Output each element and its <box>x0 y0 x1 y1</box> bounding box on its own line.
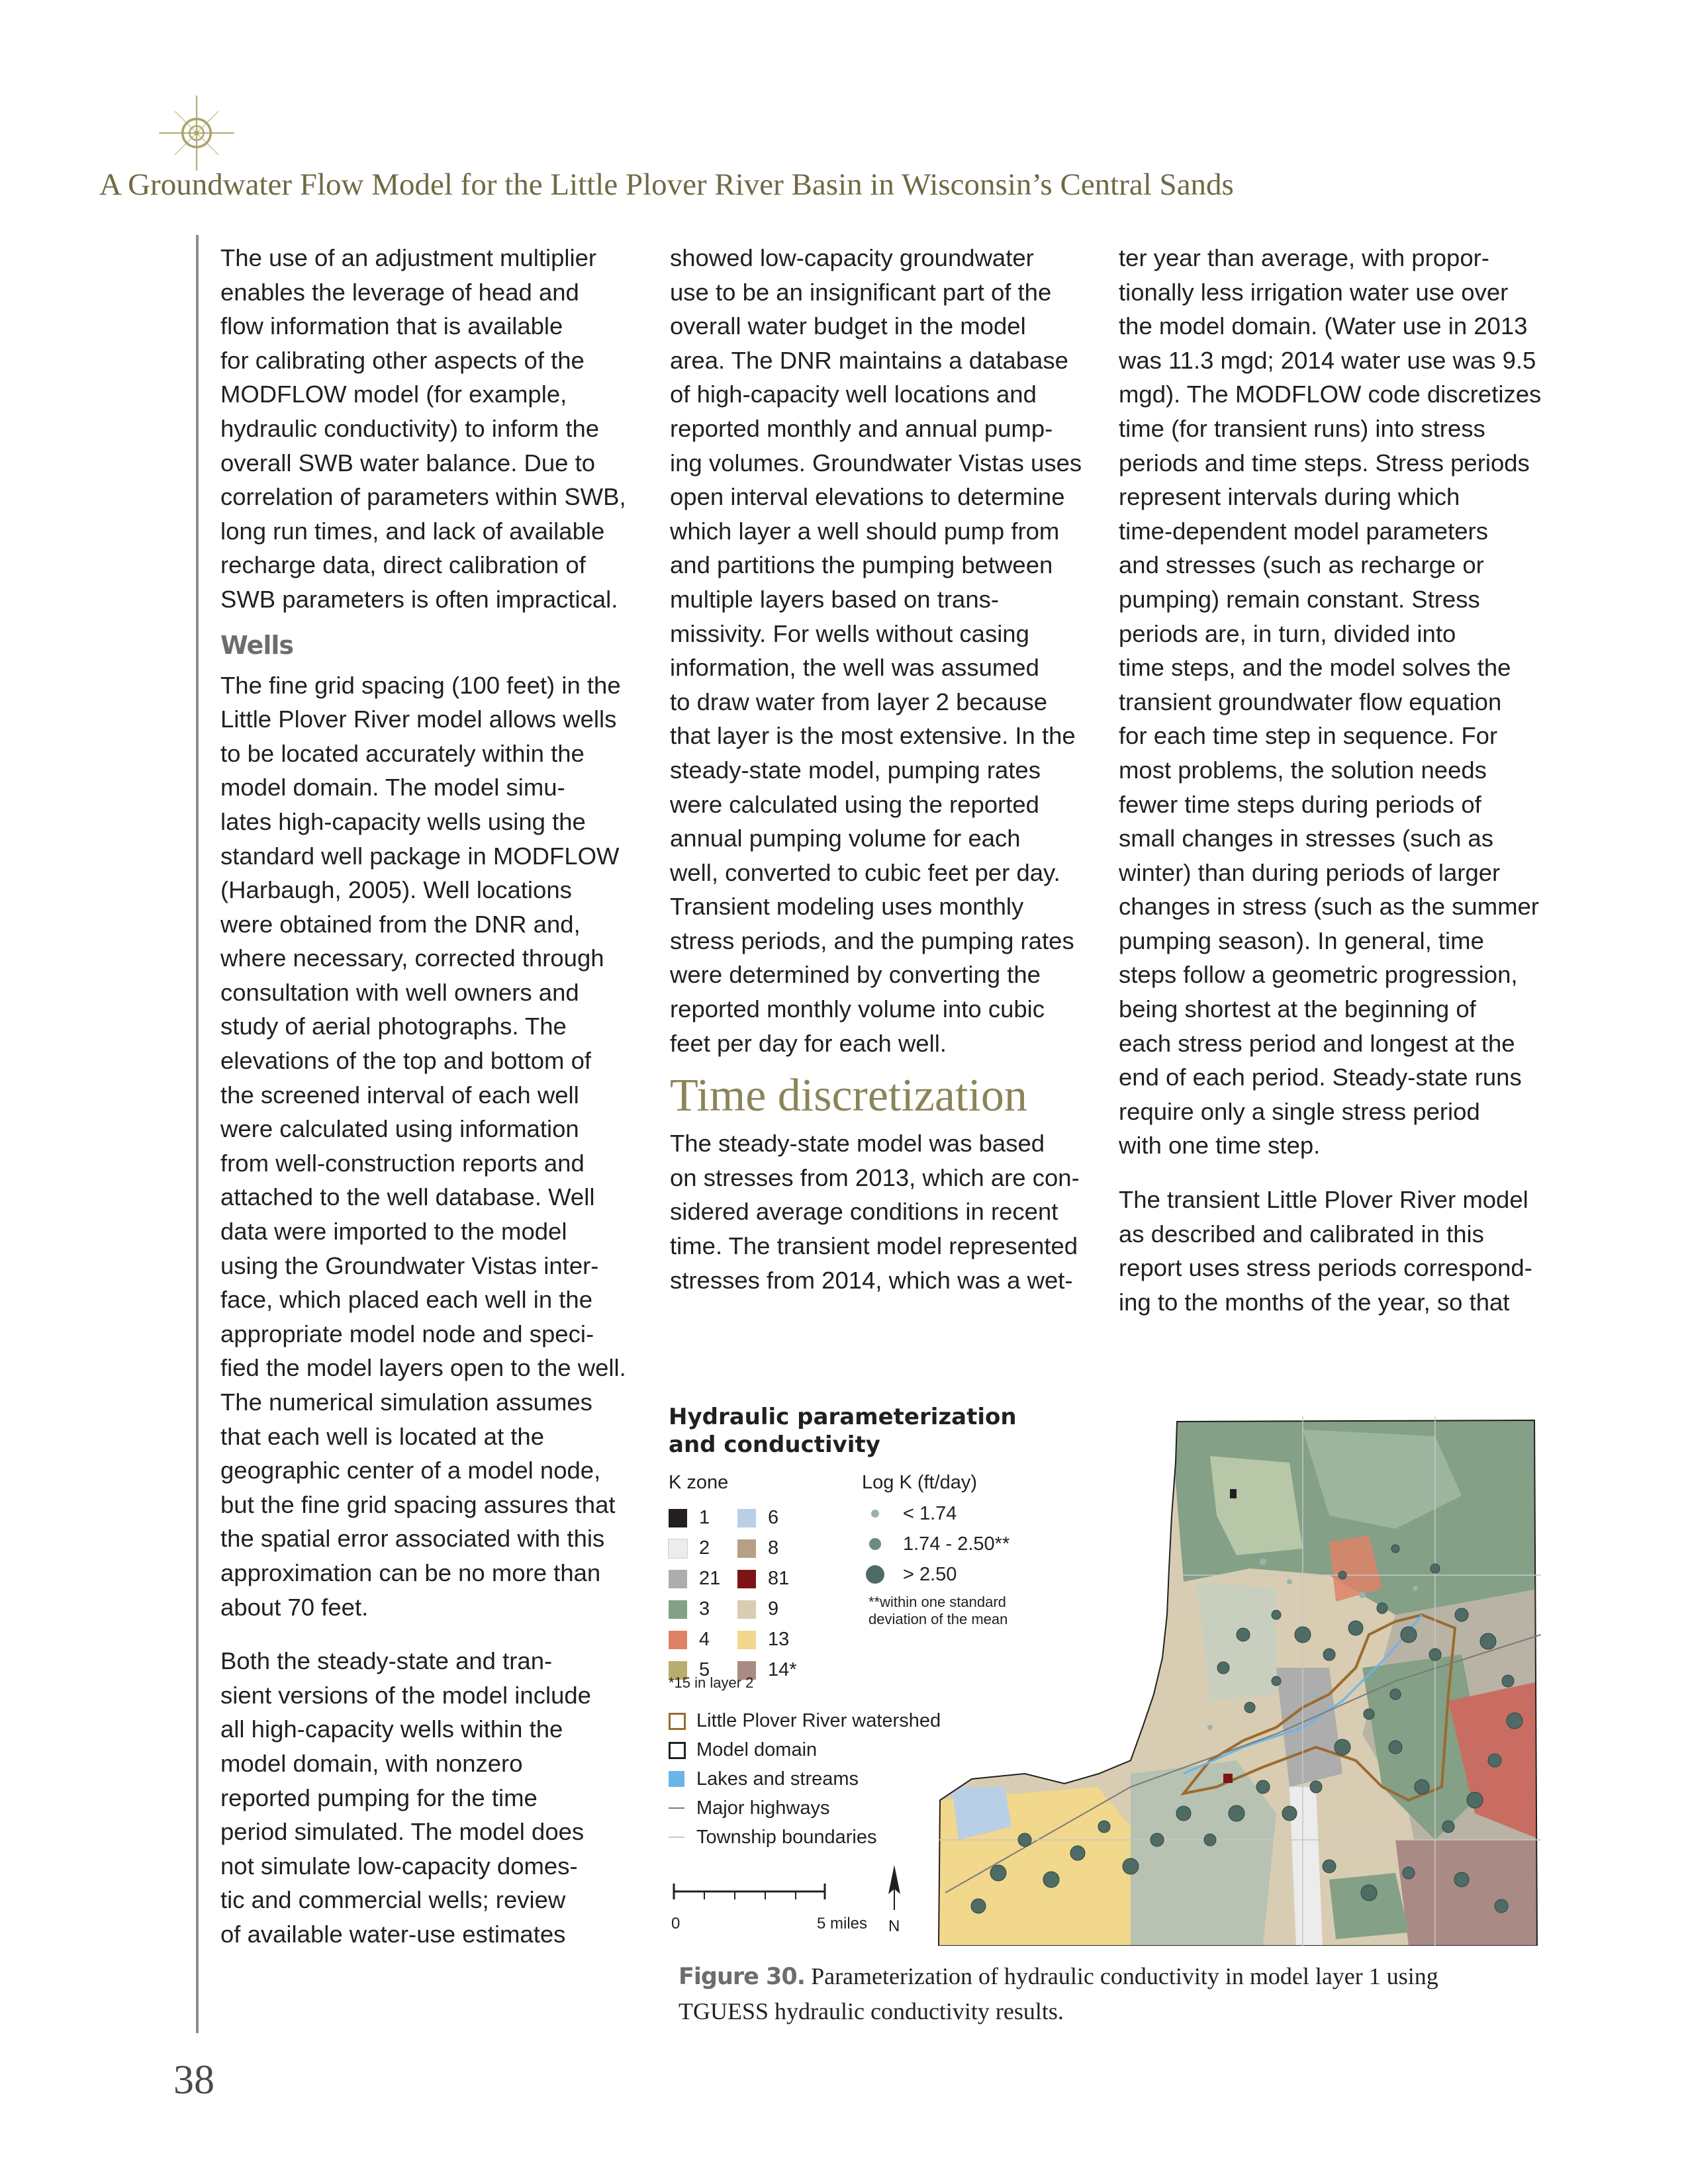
legend-lakes-streams: Lakes and streams <box>669 1764 1000 1794</box>
text-column-2 <box>670 241 1094 1297</box>
model-domain-outline-icon <box>669 1742 686 1759</box>
text-line: tionally less irrigation water use over <box>1119 278 1509 306</box>
running-title: A Groundwater Flow Model for the Little Plover River Basin in Wisconsin’s Central Sands <box>99 167 1234 202</box>
hydraulic-conductivity-map <box>932 1416 1541 1946</box>
zone-1-patch <box>1230 1489 1237 1498</box>
text-line: elevations of the top and bottom of <box>220 1047 592 1075</box>
text-line: being shortest at the beginning of <box>1119 995 1476 1023</box>
text-line: open interval elevations to determine <box>670 483 1065 511</box>
k-zone-entry <box>737 1502 778 1533</box>
text-line: information, the well was assumed <box>670 654 1039 682</box>
text-line: periods and time steps. Stress periods <box>1119 449 1530 477</box>
scale-label: 5 miles <box>817 1915 868 1933</box>
text-line: of high-capacity well locations and <box>670 381 1037 408</box>
k-zone-label: 9 <box>768 1598 779 1619</box>
highway-line-icon <box>669 1807 684 1809</box>
log-k-class-low: < 1.74 <box>862 1498 1100 1529</box>
text-line: not simulate low-capacity domes- <box>220 1852 578 1880</box>
legend-model-domain: Model domain <box>669 1735 1000 1764</box>
text-line: represent intervals during which <box>1119 483 1460 511</box>
paragraph-adjustment-multiplier <box>220 241 644 617</box>
log-k-class-high: > 2.50 <box>862 1559 1100 1590</box>
text-line: of available water-use estimates <box>220 1920 566 1948</box>
k-zone-swatch-icon <box>669 1509 687 1527</box>
paragraph-wells <box>220 668 644 1625</box>
text-line: appropriate model node and speci- <box>220 1320 594 1347</box>
k-zone-label: 14* <box>768 1659 797 1680</box>
margin-rule <box>196 235 199 2033</box>
k-zone-entry <box>737 1624 789 1655</box>
text-line: require only a single stress period <box>1119 1097 1480 1125</box>
k-zone-entry <box>737 1533 778 1563</box>
text-line: for each time step in sequence. For <box>1119 722 1498 750</box>
text-line: The transient Little Plover River model <box>1119 1186 1528 1214</box>
text-line: report uses stress periods correspond- <box>1119 1254 1532 1282</box>
text-line: to be located accurately within the <box>220 739 585 767</box>
medium-well-dot-icon <box>869 1538 881 1550</box>
text-line: sidered average conditions in recent <box>670 1198 1058 1226</box>
text-line: and partitions the pumping between <box>670 551 1053 579</box>
text-line: small changes in stresses (such as <box>1119 825 1493 852</box>
k-zone-row <box>669 1624 841 1655</box>
text-line: which layer a well should pump from <box>670 517 1060 545</box>
text-line: steady-state model, pumping rates <box>670 756 1041 784</box>
text-line: all high-capacity wells within the <box>220 1715 563 1743</box>
k-zone-row <box>669 1594 841 1624</box>
text-line: most problems, the solution needs <box>1119 756 1487 784</box>
text-line: was 11.3 mgd; 2014 water use was 9.5 <box>1119 346 1536 374</box>
k-zone-label: 6 <box>768 1507 779 1528</box>
township-line-icon <box>669 1837 684 1838</box>
text-line: approximation can be no more than <box>220 1559 601 1586</box>
k-zone-label: 13 <box>768 1629 790 1650</box>
text-line: overall water budget in the model <box>670 312 1026 340</box>
small-well-dot-icon <box>871 1510 879 1518</box>
text-line: from well-construction reports and <box>220 1149 585 1177</box>
text-line: attached to the well database. Well <box>220 1183 595 1211</box>
k-zone-entry <box>669 1502 710 1533</box>
text-line: but the fine grid spacing assures that <box>220 1490 616 1518</box>
text-line: were calculated using information <box>220 1115 579 1143</box>
text-line: winter) than during periods of larger <box>1119 858 1501 886</box>
legend-title: Hydraulic parameterization and conductivity <box>669 1404 1017 1458</box>
k-zone-label: 5 <box>699 1659 710 1680</box>
paragraph-transient-model <box>1119 1183 1542 1319</box>
text-line: feet per day for each well. <box>670 1029 947 1057</box>
wells-heading: Wells <box>220 630 294 660</box>
text-line: on stresses from 2013, which are con- <box>670 1163 1080 1191</box>
text-line: that each well is located at the <box>220 1422 544 1450</box>
text-line: the screened interval of each well <box>220 1081 579 1109</box>
text-line: The use of an adjustment multiplier <box>220 244 597 271</box>
k-zone-label: 1 <box>699 1507 710 1528</box>
text-line: The numerical simulation assumes <box>220 1388 592 1416</box>
text-line: MODFLOW model (for example, <box>220 381 567 408</box>
text-line: face, which placed each well in the <box>220 1286 593 1314</box>
legend-highways: Major highways <box>669 1794 1000 1823</box>
text-line: time (for transient runs) into stress <box>1119 414 1485 442</box>
text-line: missivity. For wells without casing <box>670 619 1029 647</box>
text-line: transient groundwater flow equation <box>1119 688 1502 715</box>
text-line: Both the steady-state and tran- <box>220 1647 553 1675</box>
text-line: lates high-capacity wells using the <box>220 807 586 835</box>
text-line: were determined by converting the <box>670 961 1041 989</box>
lakes-swatch-icon <box>669 1771 684 1787</box>
text-line: overall SWB water balance. Due to <box>220 449 596 477</box>
k-zone-entry <box>669 1594 710 1624</box>
k-zone-swatch-icon <box>737 1539 756 1558</box>
text-line: standard well package in MODFLOW <box>220 842 620 870</box>
k-zone-entry <box>737 1563 789 1594</box>
text-line: with one time step. <box>1119 1132 1321 1160</box>
large-well-dot-icon <box>866 1565 884 1584</box>
text-line: reported monthly volume into cubic <box>670 995 1045 1023</box>
text-line: stresses from 2014, which was a wet- <box>670 1266 1073 1294</box>
k-zone-swatch-icon <box>669 1570 687 1588</box>
k-zone-swatch-icon <box>737 1509 756 1527</box>
text-line: flow information that is available <box>220 312 563 340</box>
k-zone-swatch-icon <box>737 1631 756 1649</box>
watershed-outline-icon <box>669 1713 686 1730</box>
k-zone-row <box>669 1563 841 1594</box>
text-line: pumping season). In general, time <box>1119 927 1484 954</box>
page-number: 38 <box>173 2058 214 2103</box>
k-zone-legend <box>669 1502 841 1685</box>
k-zone-entry <box>669 1563 720 1594</box>
text-line: about 70 feet. <box>220 1593 369 1621</box>
text-line: steps follow a geometric progression, <box>1119 961 1518 989</box>
text-line: use to be an insignificant part of the <box>670 278 1052 306</box>
text-line: where necessary, corrected through <box>220 944 604 972</box>
text-line: consultation with well owners and <box>220 978 579 1006</box>
text-line: showed low-capacity groundwater <box>670 244 1034 271</box>
text-line: to draw water from layer 2 because <box>670 688 1048 715</box>
text-line: end of each period. Steady-state runs <box>1119 1064 1522 1091</box>
text-line: Transient modeling uses monthly <box>670 893 1024 921</box>
k-zone-label: 3 <box>699 1598 710 1619</box>
text-line: that layer is the most extensive. In the <box>670 722 1076 750</box>
text-line: period simulated. The model does <box>220 1818 585 1846</box>
text-line: tic and commercial wells; review <box>220 1886 566 1914</box>
text-line: as described and calibrated in this <box>1119 1220 1484 1248</box>
k-zone-row <box>669 1502 841 1533</box>
text-line: for calibrating other aspects of the <box>220 346 585 374</box>
text-line: were obtained from the DNR and, <box>220 910 581 938</box>
text-line: (Harbaugh, 2005). Well locations <box>220 876 572 904</box>
k-zone-label: 4 <box>699 1629 710 1650</box>
text-line: ing volumes. Groundwater Vistas uses <box>670 449 1082 477</box>
text-line: time-dependent model parameters <box>1119 517 1488 545</box>
text-line: SWB parameters is often impractical. <box>220 585 618 613</box>
zone-81-patch <box>1223 1774 1233 1783</box>
text-line: data were imported to the model <box>220 1218 567 1246</box>
text-line: fewer time steps during periods of <box>1119 790 1481 818</box>
k-zone-swatch-icon <box>669 1539 687 1558</box>
text-line: hydraulic conductivity) to inform the <box>220 414 600 442</box>
log-k-class-mid: 1.74 - 2.50** <box>862 1529 1100 1559</box>
text-line: reported pumping for the time <box>220 1784 538 1811</box>
log-k-note: **within one standard deviation of the mean <box>868 1594 1008 1627</box>
text-line: periods are, in turn, divided into <box>1119 619 1456 647</box>
k-zone-swatch-icon <box>737 1600 756 1619</box>
text-line: pumping) remain constant. Stress <box>1119 585 1480 613</box>
text-line: correlation of parameters within SWB, <box>220 483 626 511</box>
paragraph-steady-state <box>670 1126 1094 1297</box>
k-zone-label: 81 <box>768 1568 790 1589</box>
figure-caption: Figure 30. Parameterization of hydraulic conductivity in model layer 1 using TGUESS hydraulic conductivity results. <box>679 1963 1438 2025</box>
time-discretization-heading: Time discretization <box>670 1070 1027 1122</box>
text-line: were calculated using the reported <box>670 790 1039 818</box>
k-zone-swatch-icon <box>669 1600 687 1619</box>
text-line: ing to the months of the year, so that <box>1119 1288 1510 1316</box>
text-line: mgd). The MODFLOW code discretizes <box>1119 381 1542 408</box>
text-line: model domain, with nonzero <box>220 1749 523 1777</box>
text-line: The steady-state model was based <box>670 1130 1045 1158</box>
text-line: model domain. The model simu- <box>220 774 565 801</box>
scale-bar-graphic <box>671 1877 890 1936</box>
compass-rose-logo <box>158 94 236 172</box>
text-column-1 <box>220 241 644 1952</box>
paragraph-well-versions <box>220 1644 644 1951</box>
text-line: Little Plover River model allows wells <box>220 705 617 733</box>
k-zone-entry <box>669 1533 710 1563</box>
text-line: enables the leverage of head and <box>220 278 579 306</box>
text-line: The fine grid spacing (100 feet) in the <box>220 671 621 699</box>
paragraph-low-capacity <box>670 241 1094 1060</box>
north-label: N <box>888 1917 900 1935</box>
k-zone-note: *15 in layer 2 <box>669 1674 754 1691</box>
k-zone-label: 2 <box>699 1537 710 1559</box>
legend-watershed: Little Plover River watershed <box>669 1706 1000 1735</box>
text-line: annual pumping volume for each <box>670 825 1021 852</box>
k-zone-heading: K zone <box>669 1472 729 1493</box>
k-zone-label: 21 <box>699 1568 721 1589</box>
scale-zero: 0 <box>671 1915 680 1933</box>
north-arrow-icon <box>884 1862 904 1935</box>
text-line: reported monthly and annual pump- <box>670 414 1053 442</box>
text-line: each stress period and longest at the <box>1119 1029 1515 1057</box>
text-column-3 <box>1119 241 1542 1319</box>
legend-township: Township boundaries <box>669 1823 1000 1852</box>
k-zone-swatch-icon <box>669 1631 687 1649</box>
text-line: study of aerial photographs. The <box>220 1013 567 1040</box>
k-zone-swatch-icon <box>737 1570 756 1588</box>
k-zone-row <box>669 1533 841 1563</box>
text-line: changes in stress (such as the summer <box>1119 893 1539 921</box>
text-line: long run times, and lack of available <box>220 517 605 545</box>
k-zone-entry <box>669 1624 710 1655</box>
log-k-heading: Log K (ft/day) <box>862 1472 978 1493</box>
text-line: multiple layers based on trans- <box>670 585 1000 613</box>
text-line: the spatial error associated with this <box>220 1525 605 1553</box>
text-line: fied the model layers open to the well. <box>220 1354 626 1382</box>
text-line: time steps, and the model solves the <box>1119 654 1511 682</box>
caption-label: Figure 30. <box>679 1964 806 1990</box>
text-line: area. The DNR maintains a database <box>670 346 1068 374</box>
text-line: the model domain. (Water use in 2013 <box>1119 312 1528 340</box>
text-line: and stresses (such as recharge or <box>1119 551 1484 579</box>
text-line: time. The transient model represented <box>670 1232 1078 1260</box>
text-line: using the Groundwater Vistas inter- <box>220 1251 599 1279</box>
text-line: sient versions of the model include <box>220 1681 591 1709</box>
paragraph-stress-periods <box>1119 241 1542 1163</box>
text-line: well, converted to cubic feet per day. <box>670 858 1060 886</box>
text-line: recharge data, direct calibration of <box>220 551 586 579</box>
k-zone-label: 8 <box>768 1537 779 1559</box>
k-zone-entry <box>737 1594 778 1624</box>
text-line: stress periods, and the pumping rates <box>670 927 1074 954</box>
text-line: geographic center of a model node, <box>220 1457 601 1484</box>
text-line: ter year than average, with propor- <box>1119 244 1489 271</box>
scale-bar <box>671 1877 900 1940</box>
